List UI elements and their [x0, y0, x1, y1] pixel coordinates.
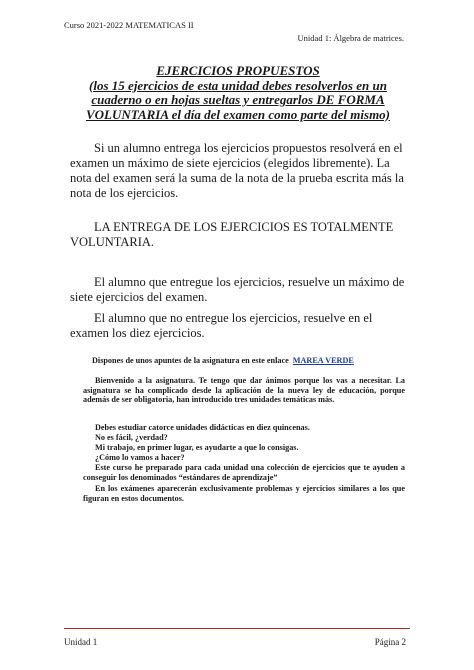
- section-title: [70, 64, 406, 122]
- message-welcome: Bienvenido a la asignatura. Te tengo que dar ánimos porque los vas a necesitar. La asignatura se ha complicado desde la aplicación de la nueva ley de educación, porque además de ser obligatoria, han introducido tres unidades temáticas más.: [83, 376, 405, 405]
- header-unit: Unidad 1: Álgebra de matrices.: [297, 33, 404, 43]
- title-subheading: (los 15 ejercicios de esta unidad debes resolverlos en un cuaderno o en hojas sueltas y entregarlos DE FORMA VOLUNTARIA el día del examen como parte del mismo): [85, 77, 391, 122]
- message-this-course: Este curso he preparado para cada unidad una colección de ejercicios que te ayuden a conseguir los denominados “estándares de aprendizaje”: [83, 463, 405, 482]
- paragraph-voluntary: LA ENTREGA DE LOS EJERCICIOS ES TOTALMENTE VOLUNTARIA.: [70, 220, 394, 249]
- title-heading: EJERCICIOS PROPUESTOS: [156, 63, 320, 78]
- page-number: Página 2: [374, 637, 406, 647]
- footer-rule: [64, 628, 410, 629]
- marea-verde-link[interactable]: MAREA VERDE: [292, 356, 354, 365]
- footer-unit: Unidad 1: [64, 637, 98, 647]
- message-not-easy: No es fácil, ¿verdad?: [95, 433, 168, 442]
- header-course: Curso 2021-2022 MATEMATICAS II: [64, 20, 194, 30]
- message-study: Debes estudiar catorce unidades didácticas en diez quincenas.: [95, 423, 310, 432]
- paragraph-no-deliver: El alumno que no entregue los ejercicios, resuelve en el examen los diez ejercicios.: [70, 311, 373, 340]
- apuntes-line: [92, 356, 414, 366]
- message-my-job: Mi trabajo, en primer lugar, es ayudarte a que lo consigas.: [95, 443, 299, 452]
- message-how: ¿Cómo lo vamos a hacer?: [95, 453, 185, 462]
- message-exams: En los exámenes aparecerán exclusivamente problemas y ejercicios similares a los que figuran en estos documentos.: [83, 484, 405, 503]
- paragraph-deliver: El alumno que entregue los ejercicios, resuelve un máximo de siete ejercicios del examen.: [70, 275, 405, 304]
- paragraph-intro: Si un alumno entrega los ejercicios propuestos resolverá en el examen un máximo de siete ejercicios (elegidos libremente). La nota del examen será la suma de la nota de la prueba escrita más la nota de los ejercicios.: [70, 141, 404, 200]
- apuntes-text: Dispones de unos apuntes de la asignatura en este enlace: [92, 356, 289, 365]
